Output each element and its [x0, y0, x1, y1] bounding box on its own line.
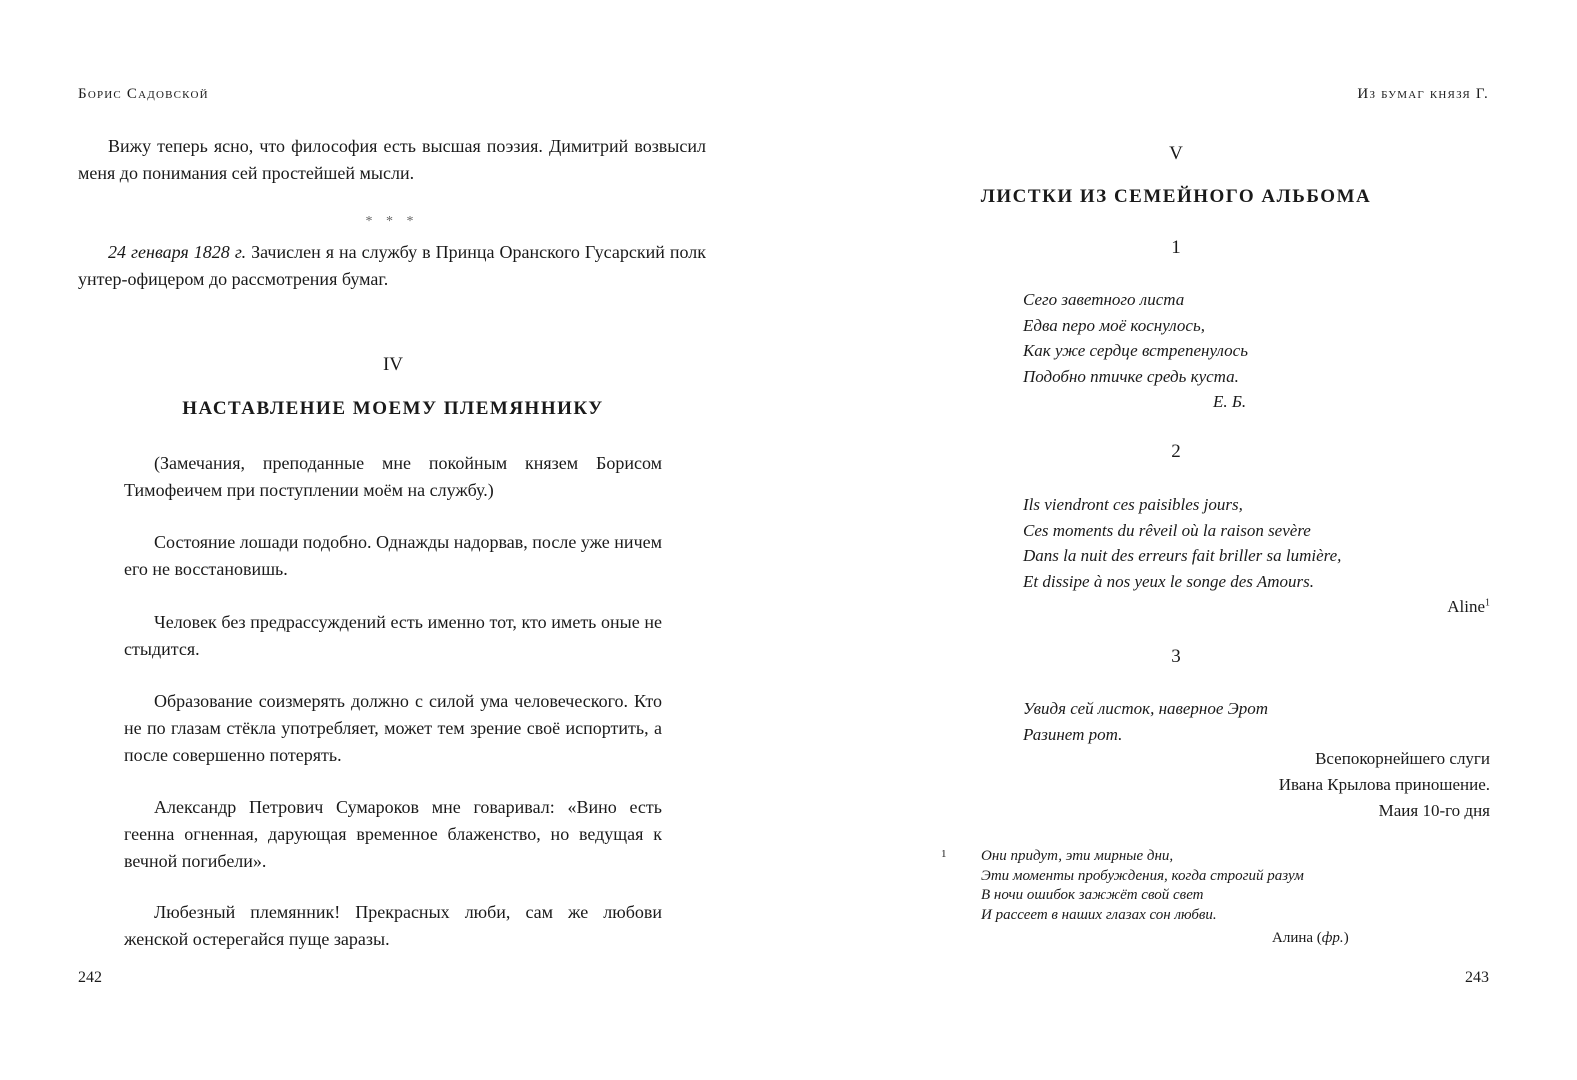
- dedication-line: Всепокорнейшего слуги: [1315, 749, 1490, 768]
- left-page: [0, 0, 788, 1080]
- footnote-text: [981, 847, 1401, 925]
- verse-line: Разинет рот.: [1023, 724, 1123, 744]
- poem-number: 3: [1171, 646, 1181, 667]
- maxim-paragraph: Человек без предрассуждений есть именно тот, кто иметь оные не стыдится.: [124, 612, 662, 659]
- maxim-paragraph: Любезный племянник! Прекрасных люби, сам же любови женской остерегайся пуще заразы.: [124, 902, 662, 949]
- maxim-paragraph: Состояние лошади подобно. Однажды надорвав, после уже ничем его не восстановишь.: [124, 532, 662, 579]
- section-separator: * * *: [365, 214, 419, 229]
- running-head-right: Из бумаг князя Г.: [1357, 86, 1489, 102]
- chapter-subtitle: (Замечания, преподанные мне покойным князем Борисом Тимофеичем при поступлении моём на службу.): [124, 453, 662, 500]
- right-page: [788, 0, 1577, 1080]
- verse-line: Подобно птичке средь куста.: [1023, 366, 1239, 386]
- footnote-marker: 1: [941, 848, 947, 860]
- poem-signature: [1447, 594, 1490, 620]
- maxim-paragraph: Образование соизмерять должно с силой ума человеческого. Кто не по глазам стёкла употребляет, может тем зрение своё испортить, а после совершенно потерять.: [124, 691, 662, 765]
- verse-line: Ils viendront ces paisibles jours,: [1023, 495, 1243, 514]
- dated-entry: [78, 239, 706, 293]
- entry-date: 24 генваря 1828 г.: [108, 242, 247, 262]
- page-number-right: 243: [1465, 969, 1489, 986]
- verse-line: Сего заветного листа: [1023, 290, 1185, 309]
- verse-line: Et dissipe à nos yeux le songe des Amours.: [1023, 571, 1315, 591]
- verse-line: Dans la nuit des erreurs fait briller sa lumière,: [1023, 546, 1342, 565]
- footnote-line: Эти моменты пробуждения, когда строгий разум: [981, 867, 1304, 884]
- verse-line: Как уже сердце встрепенулось: [1023, 341, 1248, 360]
- verse-line: Едва перо моё коснулось,: [1023, 315, 1205, 335]
- running-head-left: Борис Садовской: [78, 86, 209, 102]
- page-number-left: 242: [78, 969, 102, 986]
- poem-stanza: [1023, 287, 1483, 389]
- poem-number: 1: [1171, 237, 1181, 258]
- dedication-line: Ивана Крылова приношение.: [1278, 775, 1490, 794]
- poem-signature: Е. Б.: [1213, 392, 1247, 411]
- dedication-line: Маия 10-го дня: [1378, 801, 1490, 820]
- signature-name: Aline: [1447, 597, 1485, 616]
- entry-text: Зачислен я на службу в Принца Оранского Гусарский полк унтер-офицером до рассмотрения бумаг.: [78, 242, 707, 289]
- footnote-line: В ночи ошибок зажжёт свой свет: [981, 887, 1204, 903]
- attribution-name: Алина: [1272, 930, 1314, 946]
- poem-number: 2: [1171, 441, 1181, 462]
- maxim-paragraph: Александр Петрович Сумароков мне говаривал: «Вино есть геенна огненная, дарующая временное блаженство, но ведущая к вечной погибели».: [124, 797, 662, 871]
- opening-paragraph: Вижу теперь ясно, что философия есть высшая поэзия. Димитрий возвысил меня до понимания сей простейшей мысли.: [78, 136, 706, 183]
- poem-dedication: [1090, 746, 1490, 824]
- verse-line: Ces moments du rêveil où la raison sevère: [1023, 520, 1311, 540]
- verse-line: Увидя сей листок, наверное Эрот: [1023, 699, 1269, 718]
- poem-stanza: [1023, 696, 1483, 747]
- attribution-language: фр.: [1321, 930, 1344, 946]
- chapter-title-v: ЛИСТКИ ИЗ СЕМЕЙНОГО АЛЬБОМА: [980, 186, 1372, 207]
- footnote-line: Они придут, эти мирные дни,: [981, 848, 1174, 864]
- footnote-reference: 1: [1485, 597, 1490, 609]
- chapter-title-iv: НАСТАВЛЕНИЕ МОЕМУ ПЛЕМЯННИКУ: [182, 398, 604, 419]
- chapter-number-v: V: [1169, 143, 1183, 164]
- footnote-attribution: Алина (фр.): [1272, 930, 1349, 946]
- footnote-line: И рассеет в наших глазах сон любви.: [981, 906, 1217, 923]
- chapter-number-iv: IV: [382, 354, 404, 375]
- poem-stanza: [1023, 492, 1503, 594]
